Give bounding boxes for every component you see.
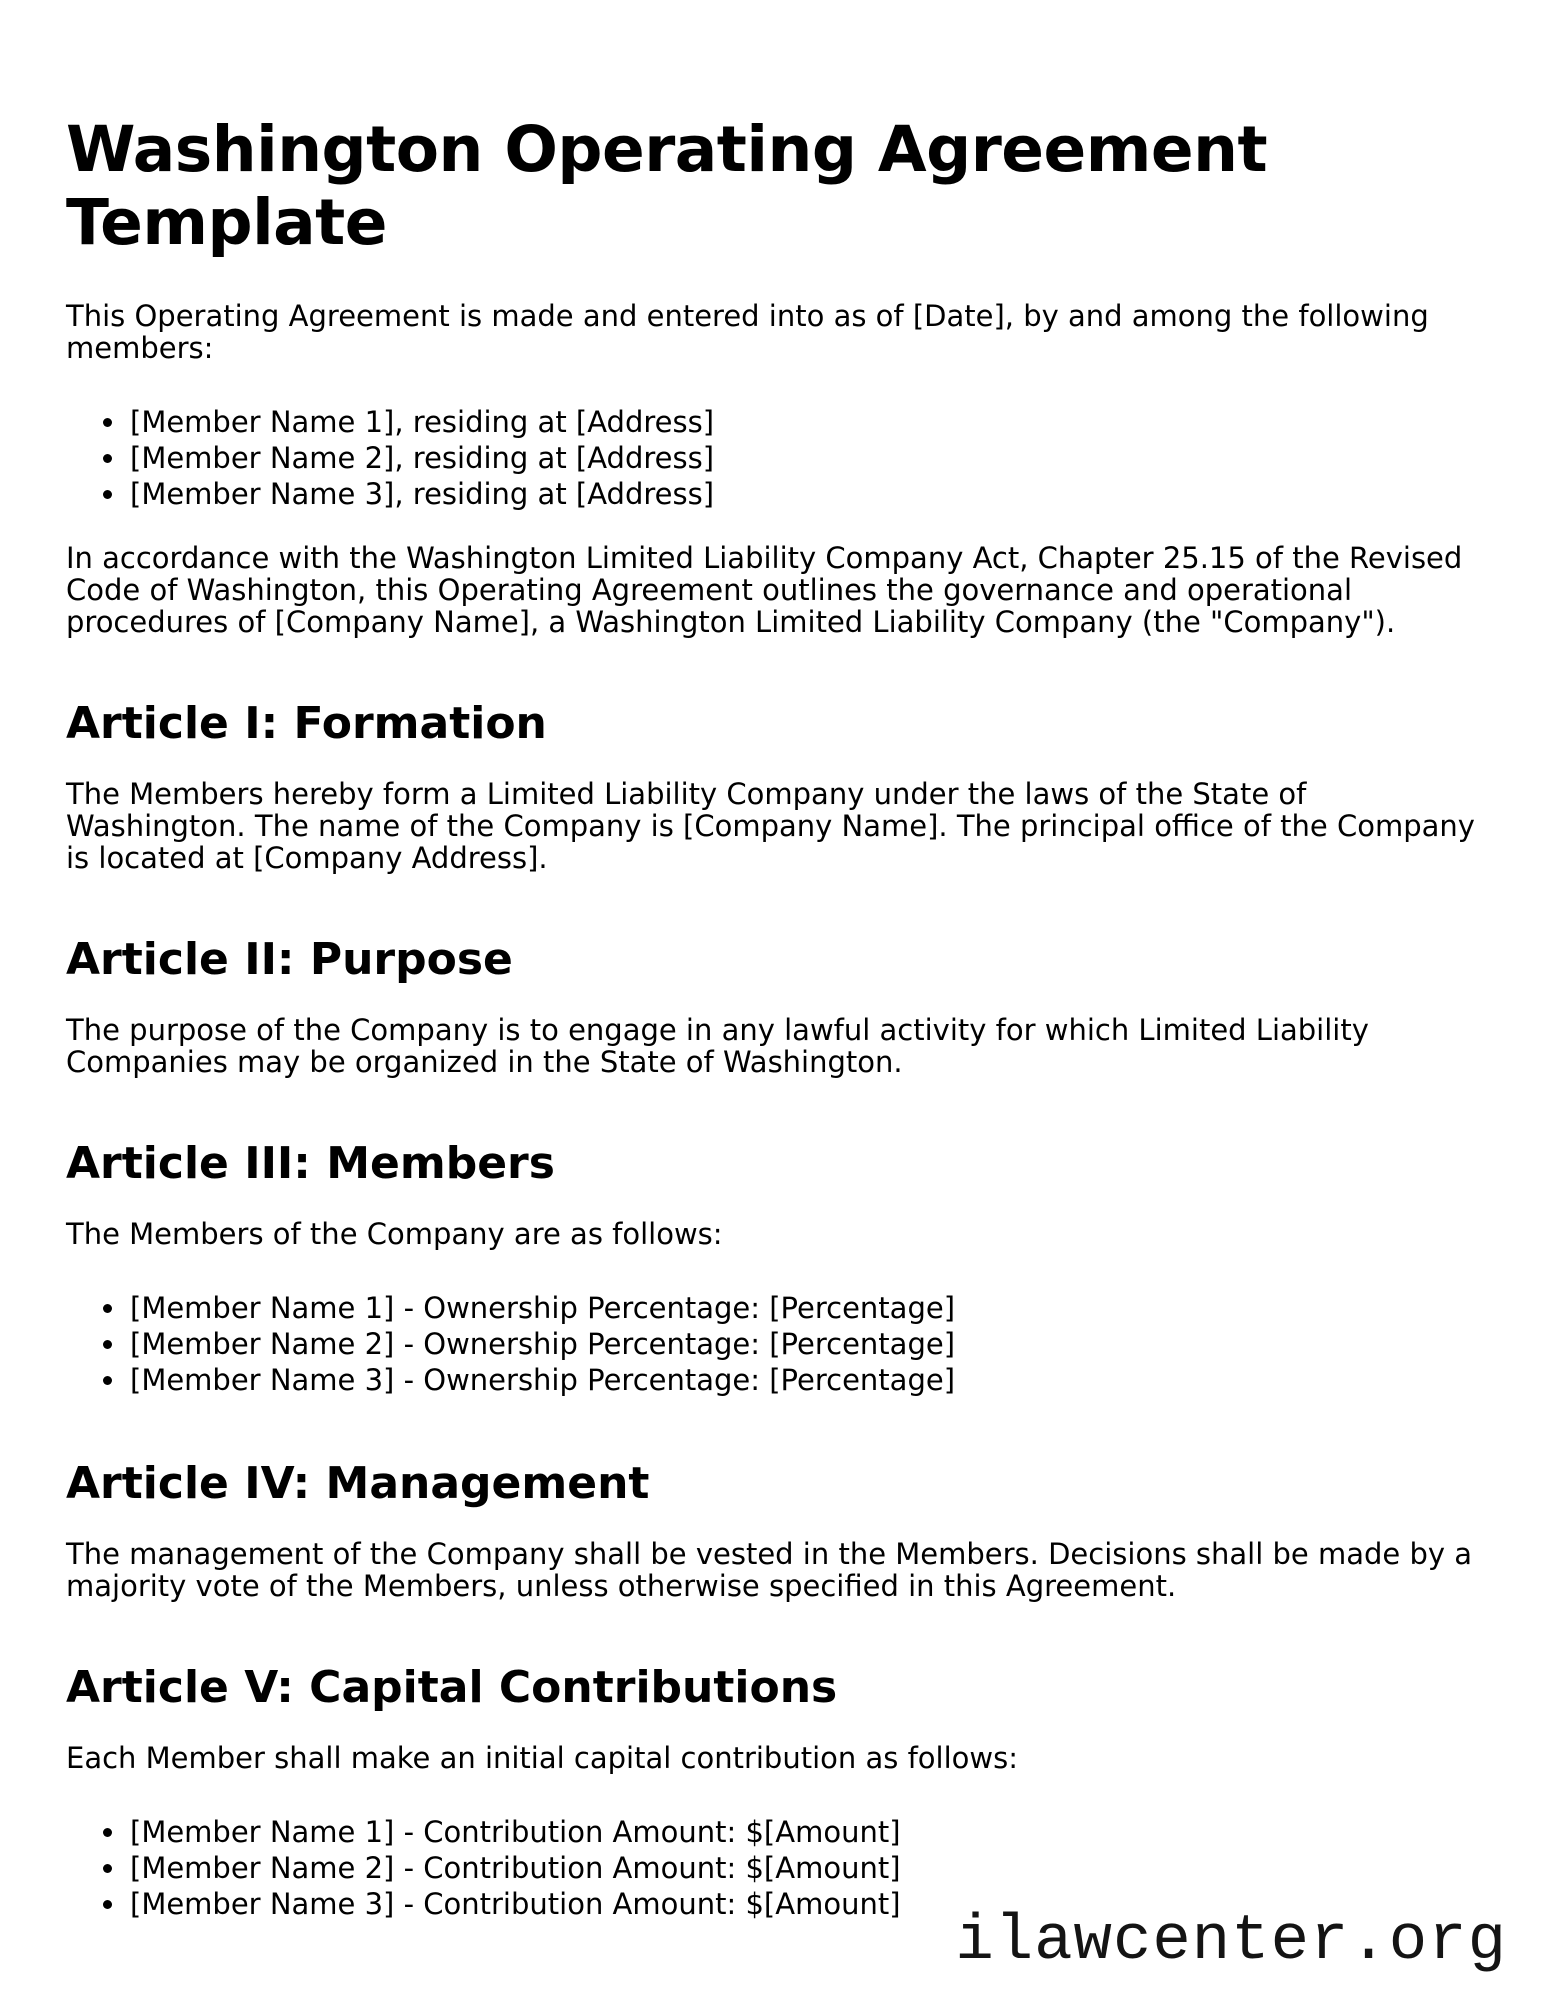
contribution-item: • [Member Name 1] - Contribution Amount: $[Amount] [128,1814,1488,1850]
member-address-item: • [Member Name 1], residing at [Address] [128,404,1488,440]
contribution-item: • [Member Name 3] - Contribution Amount: $[Amount] [128,1886,1488,1922]
ownership-item: • [Member Name 3] - Ownership Percentage: [Percentage] [128,1362,1488,1398]
section-heading-members: Article III: Members [66,1138,555,1189]
member-address-item: • [Member Name 3], residing at [Address] [128,476,1488,512]
section-heading-capital-contributions: Article V: Capital Contributions [66,1662,838,1713]
ownership-list [66,1290,1488,1398]
ownership-item: • [Member Name 1] - Ownership Percentage: [Percentage] [128,1290,1488,1326]
ownership-item: • [Member Name 2] - Ownership Percentage: [Percentage] [128,1326,1488,1362]
accordance-paragraph: In accordance with the Washington Limited Liability Company Act, Chapter 25.15 of the Revised Code of Washington, this Operating Agreement outlines the governance and operational procedures of [Company Name], a Washington Limited Liability Company (the "Company"). [66,541,1463,639]
intro-paragraph: This Operating Agreement is made and entered into as of [Date], by and among the following members: [66,299,1429,365]
formation-paragraph: The Members hereby form a Limited Liability Company under the laws of the State of Washington. The name of the Company is [Company Name]. The principal office of the Company is located at [Company Address]. [66,777,1475,875]
purpose-paragraph: The purpose of the Company is to engage in any lawful activity for which Limited Liability Companies may be organized in the State of Washington. [66,1013,1369,1079]
section-heading-purpose: Article II: Purpose [66,934,513,985]
watermark-text: ilawcenter.org [955,1906,1507,1978]
section-heading-formation: Article I: Formation [66,698,547,749]
contributions-intro-paragraph: Each Member shall make an initial capital contribution as follows: [66,1741,1018,1775]
members-address-list [66,404,1488,512]
management-paragraph: The management of the Company shall be vested in the Members. Decisions shall be made by a majority vote of the Members, unless otherwise specified in this Agreement. [66,1537,1473,1603]
page-title: Washington Operating Agreement Template [66,113,1268,259]
members-intro-paragraph: The Members of the Company are as follows: [66,1217,723,1251]
contribution-item: • [Member Name 2] - Contribution Amount: $[Amount] [128,1850,1488,1886]
member-address-item: • [Member Name 2], residing at [Address] [128,440,1488,476]
section-heading-management: Article IV: Management [66,1458,650,1509]
